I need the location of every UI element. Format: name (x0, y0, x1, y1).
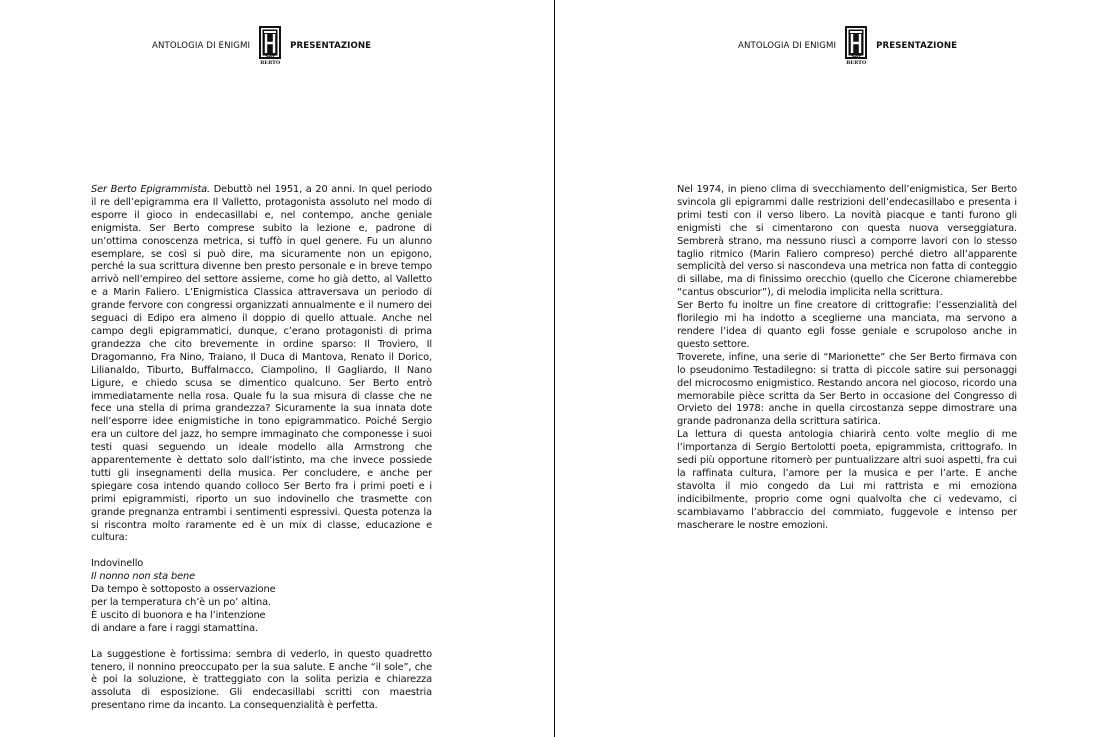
header-section-title: PRESENTAZIONE (876, 41, 958, 51)
logo-text: Ser BERTO (260, 54, 281, 66)
paragraph: Ser Berto fu inoltre un fine creatore di crittografie: l’essenzialità del florilegio mi ha indotto a sceglierne una manciata, ma servono a rendere l’idea di quanto egli fosse geniale e scrupoloso anche in questo settore. (677, 300, 1017, 350)
intro-text: Debuttò nel 1951, a 20 anni. In quel periodo il re dell’epigramma era Il Valletto, protagonista assoluto nel modo di esporre il gioco in endecasillabi e, nel contempo, anche geniale enigmista. Ser Berto comprese subito la lezione e, padrone di un’ottima conoscenza metrica, si tuffò in quel genere. Fu un alunno esemplare, se così si può dire, ma sicuramente non un epigono, perché la sua scrittura divenne ben presto personale e in breve tempo arrivò nell’empireo del settore assieme, come ho già detto, al Valletto e a Marin Faliero. L’Enigmistica Classica attraversava un periodo di grande fervore con congressi organizzati annualmente e il numero dei seguaci di Edipo era almeno il doppio di quello attuale. Anche nel campo degli epigrammatici, dunque, c’erano protagonisti di prima grandezza che cito brevemente in ordine sparso: Il Troviero, Il Dragomanno, Fra Nino, Traiano, Il Duca di Mantova, Renato il Dorico, Lilianaldo, Tiburto, Buffalmacco, Ciampolino, Il Gagliardo, Il Nano Ligure, e chiedo scusa se dimentico qualcuno. Ser Berto entrò immediatamente nella rosa. Quale fu la sua misura di classe che ne fece una stella di prima grandezza? Sicuramente la sua innata dote nell’esporre idee enigmistiche in tono epigrammatico. Poiché Sergio era un cultore del jazz, ho sempre immaginato che componesse i suoi testi quasi seguendo un ideale modello alla Armstrong che apparentemente è dettato solo dall’istinto, ma che invece possiede tutti gli insegnamenti della musica. Per concludere, e anche per spiegare cosa intendo quando colloco Ser Berto fra i primi poeti e i primi epigrammisti, riporto un suo indovinello che trasmette con grande pregnanza entrambi i sentimenti espressivi. Questa potenza la si riscontra molto raramente ed è un mix di classe, educazione e cultura: (91, 184, 433, 544)
paragraph: La lettura di questa antologia chiarirà cento volte meglio di me l’importanza di Sergio Bertolotti poeta, epigrammista, crittografo. In sedi più opportune ritornerò per puntualizzare altri suoi aspetti, fra cui la raffinata cultura, l’amore per la musica e per l’arte. E anche stavolta il mio congedo da Lui mi rattrista e mi emoziona indicibilmente, proprio come ogni qualvolta che ci vedevamo, ci scambiavamo l’abbraccio del commiato, fuggevole e intenso per mascherare le nostre emozioni. (677, 429, 1017, 531)
poem-line: È uscito di buonora e ha l’intenzione (91, 609, 266, 621)
running-header (152, 26, 371, 66)
poem-line: per la temperatura ch’è un po’ altina. (91, 596, 271, 608)
closing-paragraph: La suggestione è fortissima: sembra di vederlo, in questo quadretto tenero, il nonnino preoccupato per la sua salute. E anche “il sole”, che è poi la soluzione, è tratteggiato con la solita perizia e chiarezza assoluta di esposizione. Gli endecasillabi scritti con maestria presentano rime da incanto. La consequenzialità è perfetta. (91, 648, 432, 712)
paragraph: Troverete, infine, una serie di “Marionette” che Ser Berto firmava con lo pseudonimo Testadilegno: si tratta di piccole satire sui personaggi del microcosmo enigmistico. Restando ancora nel giocoso, ricordo una memorabile pièce scritta da Ser Berto in occasione del Congresso di Orvieto del 1978: anche in quella circostanza seppe dimostrare una grande padronanza della scrittura satirica. (677, 351, 1017, 428)
intro-title: Ser Berto Epigrammista. (91, 184, 211, 195)
poem-label: Indovinello (91, 558, 144, 570)
right-page (555, 0, 1109, 737)
right-page-body (677, 184, 1017, 532)
left-page (0, 0, 554, 737)
poem-title: Il nonno non sta bene (91, 571, 196, 583)
poem-line: Da tempo è sottoposto a osservazione (91, 584, 276, 596)
header-section-title: PRESENTAZIONE (290, 41, 372, 51)
header-book-title: ANTOLOGIA DI ENIGMI (738, 41, 837, 51)
paragraph: Nel 1974, in pieno clima di svecchiamento dell’enigmistica, Ser Berto svincola gli epigrammi dalle restrizioni dell’endecasillabo e presenta i primi testi con il verso libero. La novità piacque e tanti furono gli enigmisti che si cimentarono con questa nuova verseggiatura. Sembrerà strano, ma nessuno riuscì a comporre lavori con lo stesso taglio ritmico (Marin Faliero compreso) perché dietro all’apparente semplicità del verso si nascondeva una metrica non fatta di conteggio di sillabe, ma di finissimo orecchio (quello che Cicerone chiamerebbe “cantus obscurior”), di melodia implicita nella scrittura. (677, 184, 1017, 299)
ser-berto-logo (258, 26, 282, 66)
running-header (738, 26, 957, 66)
intro-paragraph (91, 184, 432, 545)
riddle-poem (91, 558, 432, 635)
poem-line: di andare a fare i raggi stamattina. (91, 622, 259, 634)
ser-berto-logo (844, 26, 868, 66)
logo-text: Ser BERTO (846, 54, 867, 66)
left-page-body (91, 184, 432, 713)
header-book-title: ANTOLOGIA DI ENIGMI (152, 41, 251, 51)
